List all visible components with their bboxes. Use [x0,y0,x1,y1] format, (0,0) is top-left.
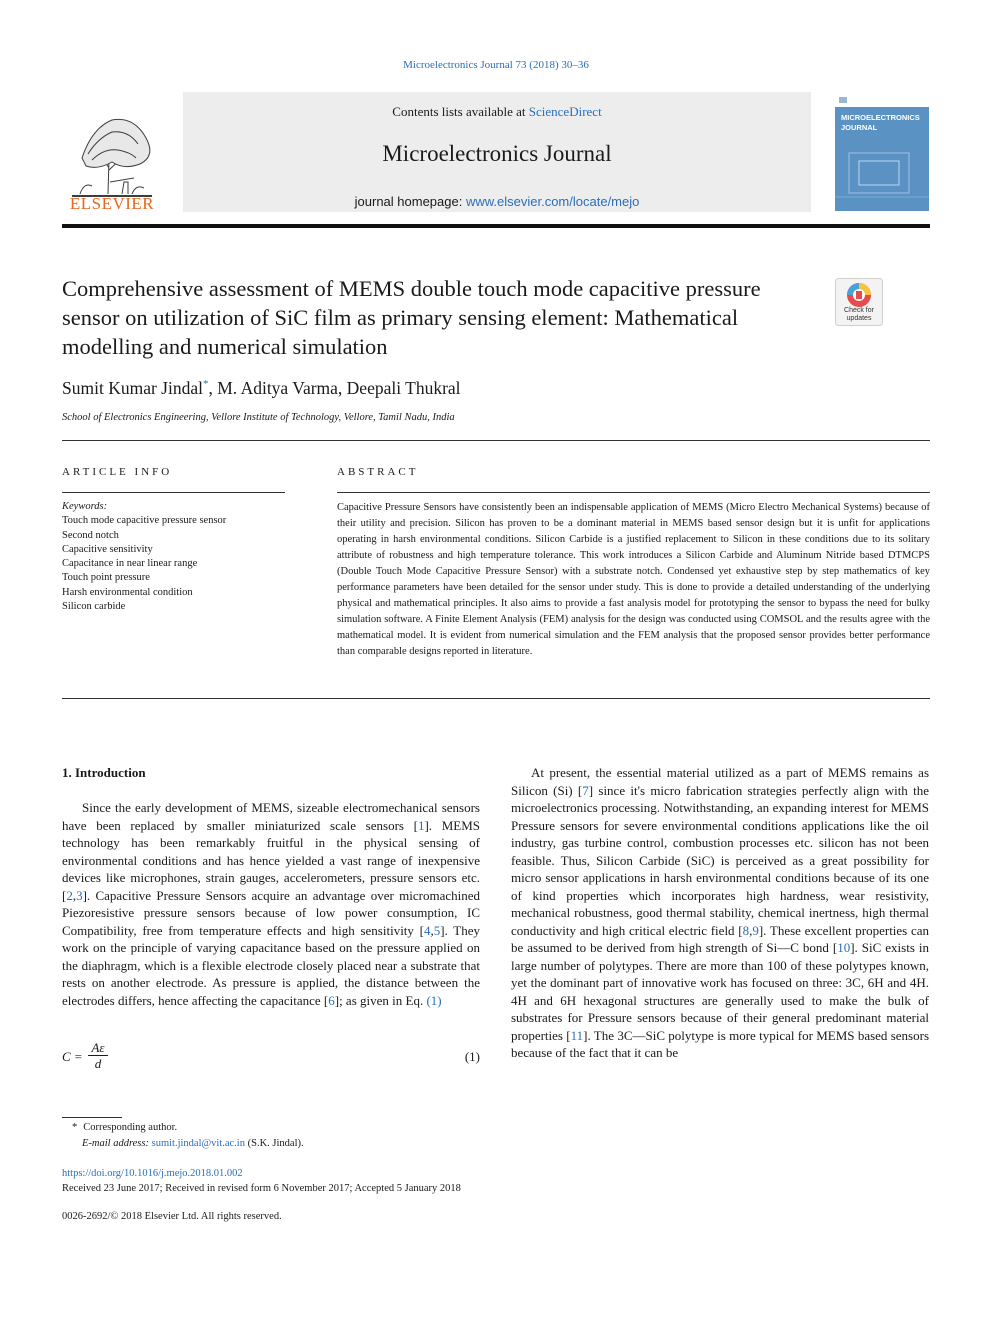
email-suffix: (S.K. Jindal). [244,1137,304,1149]
footnote-divider [62,1117,122,1118]
citation-ref[interactable]: 8 [742,922,750,938]
journal-homepage-link[interactable]: www.elsevier.com/locate/mejo [465,194,640,209]
journal-title: Microelectronics Journal [382,141,612,166]
article-title: Comprehensive assessment of MEMS double touch mode capacitive pressure sensor on utilization of SiC film as primary sensing element: Mathematical modelling and numerical simulation [62,276,761,359]
contents-line [183,104,811,120]
cover-title-1: MICROELECTRONICS [841,113,920,122]
equation-numerator: Aε [88,1040,108,1056]
citation-ref[interactable]: 7 [582,782,589,798]
affiliation-divider [62,440,930,441]
citation-ref[interactable]: 5 [433,922,441,938]
citation-ref[interactable]: 9 [752,922,759,938]
citation-ref[interactable]: 1 [417,817,425,833]
keyword-item: Second notch [62,529,119,541]
author-list [62,378,461,399]
author-name[interactable]: Sumit Kumar Jindal [62,378,203,398]
keyword-item: Silicon carbide [62,601,126,613]
doi-link[interactable]: https://doi.org/10.1016/j.mejo.2018.01.002 [62,1168,243,1179]
co-authors: , M. Aditya Varma, Deepali Thukral [208,378,461,398]
keyword-item: Touch mode capacitive pressure sensor [62,515,227,527]
keyword-item: Capacitive sensitivity [62,543,153,555]
elsevier-logo [62,98,162,216]
abstract-heading: ABSTRACT [337,466,419,478]
text-run: ]. They work on the principle of varying capacitance based on the pressure applied on the diaphragm, which is a flexible electrode closely placed near a substrate that rests on another electrode. As pressure is applied, the distance between the electrodes differs, hence affecting the capacitance [ [62,922,481,1008]
footnote-mark: * [72,1122,78,1133]
copyright-notice: 0026-2692/© 2018 Elsevier Ltd. All rights reserved. [62,1211,282,1222]
text-run: , [72,887,77,903]
check-badge-line1: Check for [844,307,874,314]
text-run: ]. These excellent properties can be assumed to be derived from high strength of Si—C bond [ [511,922,929,955]
citation-ref[interactable]: 11 [570,1027,584,1043]
keyword-item: Touch point pressure [62,572,150,584]
intro-paragraph-1 [62,799,480,1009]
keyword-item: Harsh environmental condition [62,586,193,598]
cover-title-2: JOURNAL [841,123,878,132]
header-divider [62,224,930,228]
email-label: E-mail address: [82,1137,152,1149]
affiliation: School of Electronics Engineering, Vellore Institute of Technology, Vellore, Tamil Nadu, India [62,412,455,423]
section-heading-introduction: 1. Introduction [62,765,146,780]
text-run: At present, the essential material utilized as a part of MEMS remains as Silicon (Si) [ [511,765,929,798]
right-column [511,764,929,1062]
abstract-bottom-divider [62,698,930,699]
abstract-text: Capacitive Pressure Sensors have consistently been an indispensable application of MEMS (Micro Electro Mechanical Systems) because of their utility and precision. Silicon has proven to be a dominant material in MEMS based sensor design but it is unfit for applications operating in harsh environmental conditions. Silicon Carbide is a justified replacement to Silicon in these conditions due to its solitary attribute of robustness and high temperature tolerance. This work introduces a Silicon Carbide and Aluminum Nitride based DTMCPS (Double Touch Mode Capacitive Pressure Sensor) with a substrate notch. Condensed yet exhaustive step by step mathematics of key performance parameters have been detailed for the sensor under study. This is done to provide a detailed understanding of the underlying physical and mathematical principles. It also aims to provide a fast analysis model for prototyping the sensor to bypass the need for bulky simulation software. A Finite Element Analysis (FEM) analysis for the design was conducted using COMSOL and the results agree with the mathematical model. It is evident from numerical simulation and the FEM analysis that the proposed sensor provides better performance than comparable designs reported in literature. [337,502,930,657]
cover-pattern-icon [835,93,929,211]
equation-denominator: d [94,1056,102,1071]
left-column [62,799,480,1009]
equation-lhs: C = [62,1049,83,1064]
abstract-divider [337,492,930,493]
text-run: ]. Capacitive Pressure Sensors acquire an advantage over micromachined Piezoresistive pressure sensors because of low power consumption, IC Compatibility, free from temperature effects and high sensitivity [ [62,887,480,938]
corresponding-author-footnote [62,1120,304,1151]
text-run: , [430,922,434,938]
contents-prefix: Contents lists available at [392,104,529,119]
author-email-link[interactable]: sumit.jindal@vit.ac.in [151,1137,245,1149]
journal-homepage-line [183,194,811,209]
citation-ref[interactable]: 3 [76,887,83,903]
text-run: ]. MEMS technology has been remarkably fruitful in the physical sensing of environmental conditions and has hence yielded a vast range of inexpensive devices like microphones, strain gauges, accelerometers, pressure sensors etc. [ [62,817,481,903]
equation-fraction [88,1040,108,1072]
corresponding-author-mark[interactable]: * [202,378,209,391]
text-run: Since the early development of MEMS, sizeable electromechanical sensors have been replaced by smaller miniaturized scale sensors [ [62,800,480,833]
text-run: ]; as given in Eq. [334,992,427,1008]
check-badge-line2: updates [846,315,872,322]
article-info-divider [62,492,285,493]
intro-paragraph-2 [511,764,929,1062]
article-info-heading: ARTICLE INFO [62,466,173,478]
equation-ref[interactable]: (1) [426,992,442,1008]
journal-cover-image[interactable] [835,93,929,211]
keyword-item: Capacitance in near linear range [62,558,198,570]
citation-ref[interactable]: 10 [837,940,851,955]
sciencedirect-link[interactable]: ScienceDirect [528,104,602,119]
text-run: ] since it's micro fabrication strategies perfectly align with the microelectronics processing. Notwithstanding, an expanding interest for MEMS Pressure sensors for severe environmental conditions applications like the oil industry, gas turbine control, combustion processes etc. silicon has not been feasible. Thus, Silicon Carbide (SiC) is perceived as a great possibility for micro sensor applications in harsh environmental conditions because of its one of kind properties which incorporates high hardness, wear resistivity, mechanical robustness, good thermal stability, chemical inertness, high thermal conductivity and high critical electric field [ [511,782,929,938]
citation-ref[interactable]: 6 [328,992,335,1008]
text-run: ]. SiC exists in large number of polytypes. There are more than 100 of these polytypes known, yet the dominant part of innovative work has focused on three: 3C, 6H and 4H. 4H and 6H hexagonal structures are generally used to make the bulk of substrates for Pressure sensors because of their general predominant material properties [ [511,940,929,1043]
text-run: ]. The 3C—SiC polytype is more typical for MEMS based sensors because of the fact that it can be [511,1027,930,1060]
homepage-prefix: journal homepage: [354,194,466,209]
journal-citation-link[interactable]: Microelectronics Journal 73 (2018) 30–36 [403,59,589,71]
elsevier-wordmark: ELSEVIER [69,194,155,213]
text-run: , [749,922,753,938]
citation-ref[interactable]: 4 [423,922,431,938]
footnote-corresponding: Corresponding author. [83,1122,178,1133]
equation-1 [62,1040,480,1076]
received-dates: Received 23 June 2017; Received in revised form 6 November 2017; Accepted 5 January 2018 [62,1183,461,1194]
keywords-label: Keywords: [62,501,108,512]
equation-number: (1) [464,1049,480,1064]
check-for-updates-badge[interactable] [835,278,883,326]
keywords-block [62,500,292,614]
citation-ref[interactable]: 2 [66,887,73,903]
